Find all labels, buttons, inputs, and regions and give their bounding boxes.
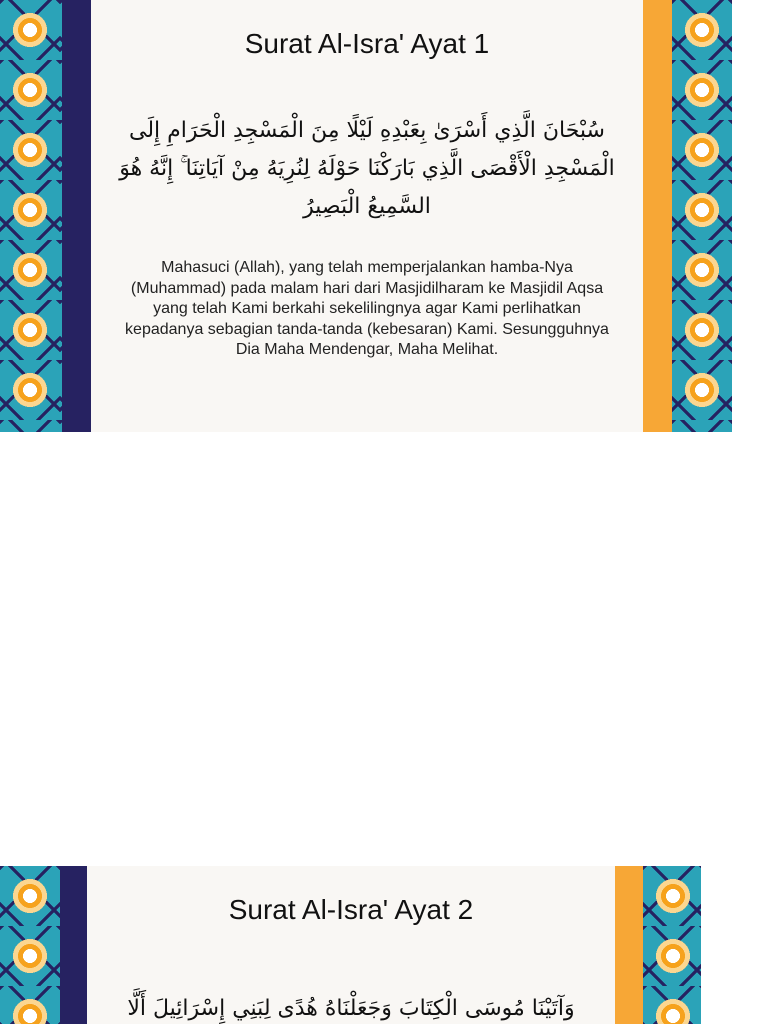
left-geometric-pattern xyxy=(0,866,60,1024)
slide-title: Surat Al-Isra' Ayat 2 xyxy=(228,894,474,925)
arabic-verse: سُبْحَانَ الَّذِي أَسْرَىٰ بِعَبْدِهِ لَيْلًا مِنَ الْمَسْجِدِ الْحَرَامِ إِلَى الْمَسْجِدِ الْأَقْصَى الَّذِي بَارَكْنَا حَوْلَهُ لِنُرِيَهُ مِنْ آيَاتِنَا ۚ إِنَّهُ هُوَ السَّمِيعُ الْبَصِيرُ xyxy=(119,118,615,219)
slide-ayat-1 xyxy=(0,0,732,432)
right-orange-stripe xyxy=(615,866,643,1024)
right-geometric-pattern xyxy=(643,866,701,1024)
arabic-verse: وَآتَيْنَا مُوسَى الْكِتَابَ وَجَعَلْنَاهُ هُدًى لِبَنِي إِسْرَائِيلَ أَلَّا xyxy=(127,996,575,1021)
left-navy-stripe xyxy=(62,0,91,432)
left-navy-stripe xyxy=(60,866,87,1024)
slide-title: Surat Al-Isra' Ayat 1 xyxy=(244,28,490,59)
verse-translation: Mahasuci (Allah), yang telah memperjalankan hamba-Nya (Muhammad) pada malam hari dari Masjidilharam ke Masjidil Aqsa yang telah Kami berkahi sekelilingnya agar Kami perlihatkan kepadanya sebagian tanda-tanda (kebesaran) Kami. Sesungguhnya Dia Maha Mendengar, Maha Melihat. xyxy=(125,259,609,358)
right-orange-stripe xyxy=(643,0,672,432)
slide-ayat-2 xyxy=(0,866,701,1024)
content-panel xyxy=(87,866,615,1024)
right-geometric-pattern xyxy=(672,0,732,432)
content-panel xyxy=(91,0,643,432)
left-geometric-pattern xyxy=(0,0,62,432)
